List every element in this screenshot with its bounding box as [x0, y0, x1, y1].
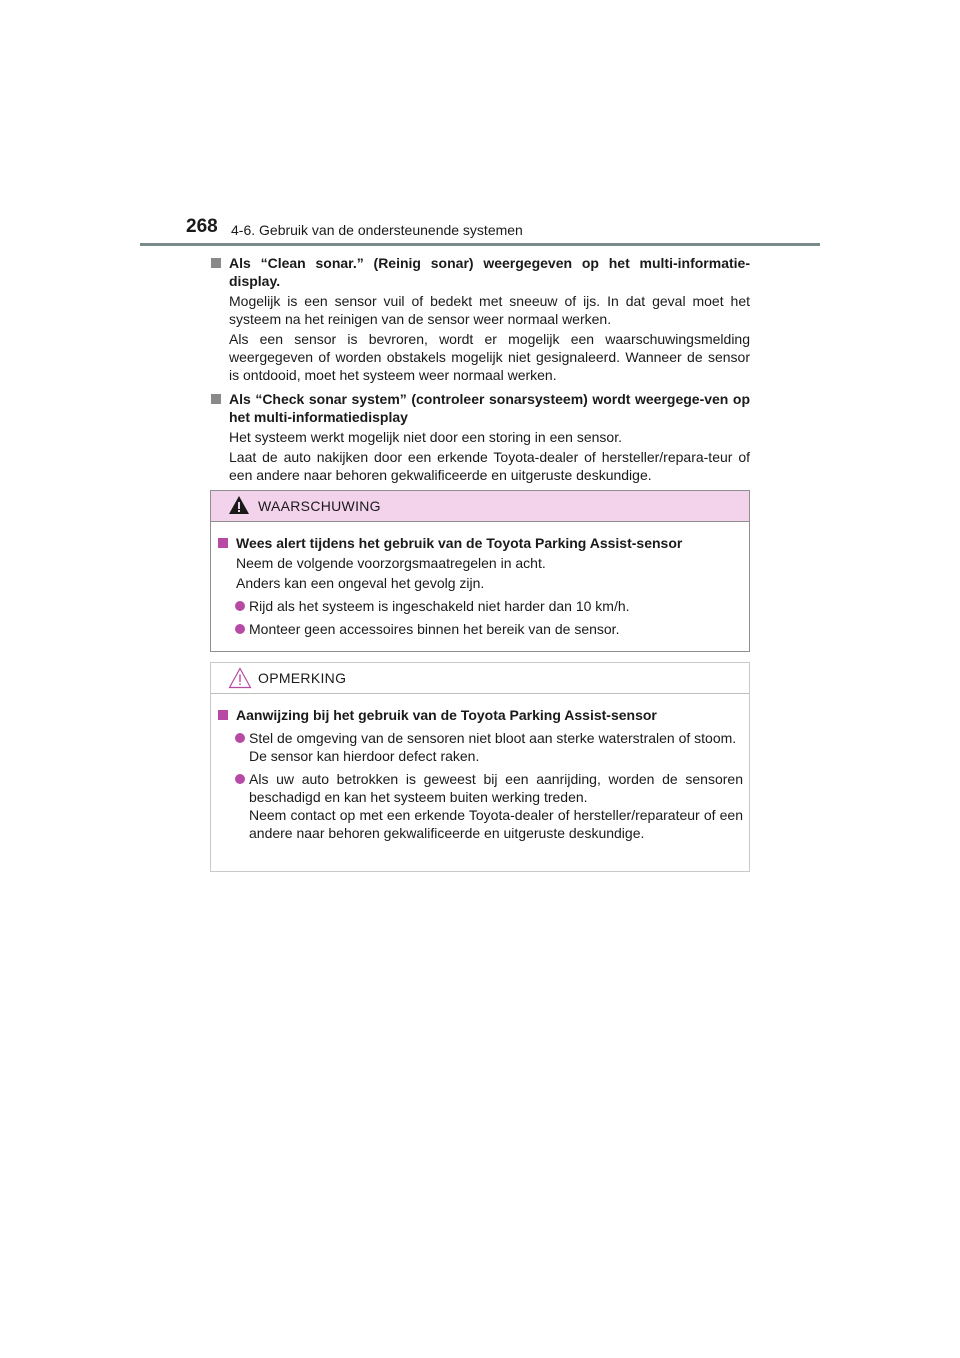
- note-box: [210, 662, 750, 872]
- chapter-title: 4-6. Gebruik van de ondersteunende systemen: [231, 222, 523, 238]
- round-bullet-icon: [235, 624, 245, 634]
- list-item: Rijd als het systeem is ingeschakeld niet harder dan 10 km/h.: [217, 597, 743, 615]
- list-item: Stel de omgeving van de sensoren niet bloot aan sterke waterstralen of stoom. De sensor kan hierdoor defect raken.: [217, 729, 743, 765]
- note-title: OPMERKING: [258, 670, 347, 686]
- warning-heading: Wees alert tijdens het gebruik van de Toyota Parking Assist-sensor: [217, 534, 743, 552]
- list-item: Als uw auto betrokken is geweest bij een aanrijding, worden de sensoren beschadigd en kan het systeem buiten werking treden. Neem contact op met een erkende Toyota-dealer of hersteller/reparateur of een andere naar behoren gekwalificeerde en uitgeruste deskundige.: [217, 770, 743, 842]
- warning-intro: Neem de volgende voorzorgsmaatregelen in acht.: [236, 555, 546, 571]
- paragraph: Mogelijk is een sensor vuil of bedekt met sneeuw of ijs. In dat geval moet het systeem na het reinigen van de sensor weer normaal werken.: [229, 293, 750, 327]
- square-bullet-icon: [218, 538, 228, 548]
- round-bullet-icon: [235, 733, 245, 743]
- warning-header: [211, 491, 749, 522]
- paragraph: Het systeem werkt mogelijk niet door een storing in een sensor.: [229, 429, 622, 445]
- page-number: 268: [186, 216, 218, 237]
- square-bullet-icon: [218, 710, 228, 720]
- section-heading-check-sonar: Als “Check sonar system” (controleer sonarsysteem) wordt weergege-ven op het multi-informatiedisplay: [210, 390, 750, 426]
- note-header: [211, 663, 749, 694]
- warning-box: [210, 490, 750, 652]
- warning-triangle-icon: [228, 495, 250, 515]
- paragraph: Als een sensor is bevroren, wordt er mogelijk een waarschuwingsmelding weergegeven of worden obstakels mogelijk niet gesignaleerd. Wanneer de sensor is ontdooid, moet het systeem weer normaal werken.: [229, 331, 750, 383]
- header-rule: [140, 243, 820, 246]
- warning-title: WAARSCHUWING: [258, 498, 381, 514]
- round-bullet-icon: [235, 774, 245, 784]
- main-content: [210, 254, 750, 484]
- paragraph: Laat de auto nakijken door een erkende Toyota-dealer of hersteller/repara-teur of een andere naar behoren gekwalificeerde en uitgeruste deskundige.: [229, 449, 750, 483]
- round-bullet-icon: [235, 601, 245, 611]
- caution-triangle-icon: [228, 667, 252, 689]
- square-bullet-icon: [211, 394, 221, 404]
- square-bullet-icon: [211, 258, 221, 268]
- section-heading-clean-sonar: Als “Clean sonar.” (Reinig sonar) weergegeven op het multi-informatie-display.: [210, 254, 750, 290]
- list-item: Monteer geen accessoires binnen het bereik van de sensor.: [217, 620, 743, 638]
- warning-intro: Anders kan een ongeval het gevolg zijn.: [236, 575, 485, 591]
- note-heading: Aanwijzing bij het gebruik van de Toyota Parking Assist-sensor: [217, 706, 743, 724]
